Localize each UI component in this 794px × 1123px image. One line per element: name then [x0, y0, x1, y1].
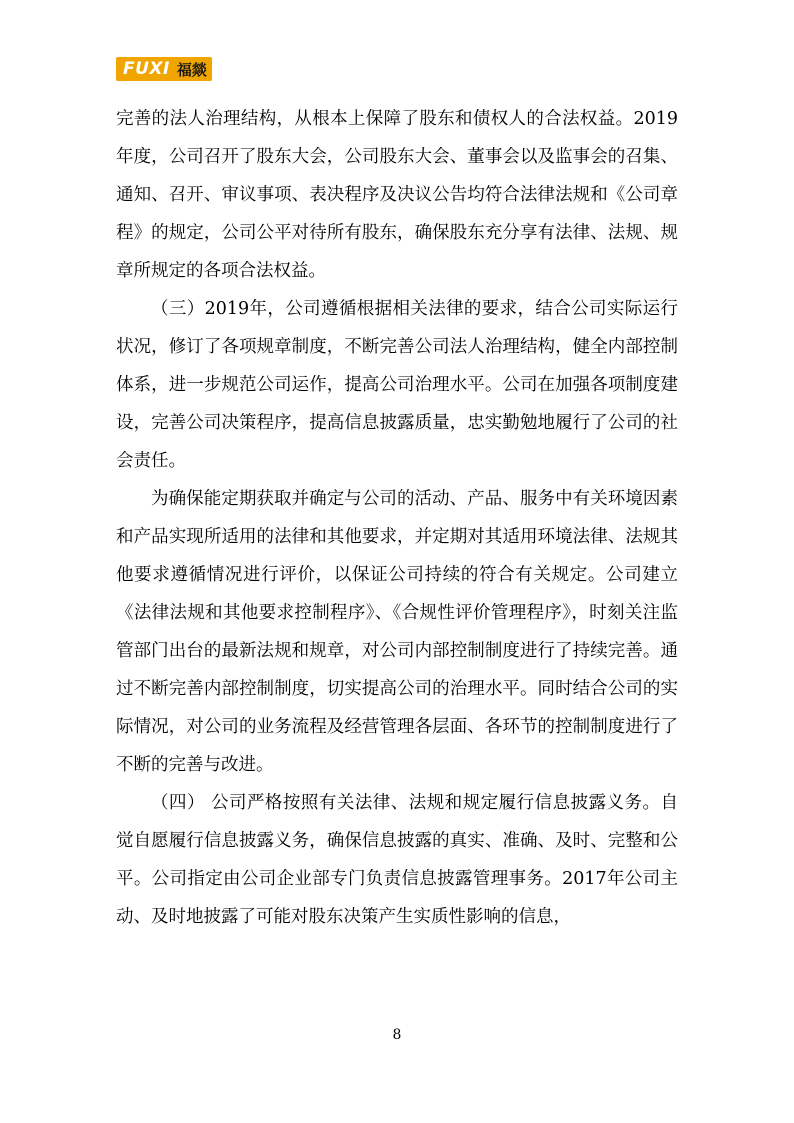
- logo-badge: [116, 57, 212, 81]
- page-content: [116, 56, 678, 936]
- paragraph-3: 为确保能定期获取并确定与公司的活动、产品、服务中有关环境因素和产品实现所适用的法律和其他要求，并定期对其适用环境法律、法规其他要求遵循情况进行评价，以保证公司持续的符合有关规定。公司建立《法律法规和其他要求控制程序》、《合规性评价管理程序》，时刻关注监管部门出台的最新法规和规章，对公司内部控制制度进行了持续完善。通过不断完善内部控制制度，切实提高公司的治理水平。同时结合公司的实际情况，对公司的业务流程及经营管理各层面、各环节的控制制度进行了不断的完善与改进。: [116, 489, 678, 775]
- document-body: [116, 100, 678, 936]
- paragraph-4: （四） 公司严格按照有关法律、法规和规定履行信息披露义务。自觉自愿履行信息披露义务，确保信息披露的真实、准确、及时、完整和公平。公司指定由公司企业部专门负责信息披露管理事务。2017年公司主动、及时地披露了可能对股东决策产生实质性影响的信息，: [116, 793, 678, 927]
- paragraph-1: 完善的法人治理结构，从根本上保障了股东和债权人的合法权益。2019年度，公司召开了股东大会，公司股东大会、董事会以及监事会的召集、通知、召开、审议事项、表决程序及决议公告均符合法律法规和《公司章程》的规定，公司公平对待所有股东，确保股东充分享有法律、法规、规章所规定的各项合法权益。: [116, 109, 678, 281]
- paragraph-2: （三）2019年，公司遵循根据相关法律的要求，结合公司实际运行状况，修订了各项规章制度，不断完善公司法人治理结构，健全内部控制体系，进一步规范公司运作，提高公司治理水平。公司在加强各项制度建设，完善公司决策程序，提高信息披露质量，忠实勤勉地履行了公司的社会责任。: [116, 299, 678, 471]
- logo-latin-text: FUXI: [116, 57, 176, 81]
- page-number: 8: [392, 1027, 402, 1043]
- company-logo: [116, 56, 678, 82]
- logo-cjk-text: 福燚: [176, 57, 212, 81]
